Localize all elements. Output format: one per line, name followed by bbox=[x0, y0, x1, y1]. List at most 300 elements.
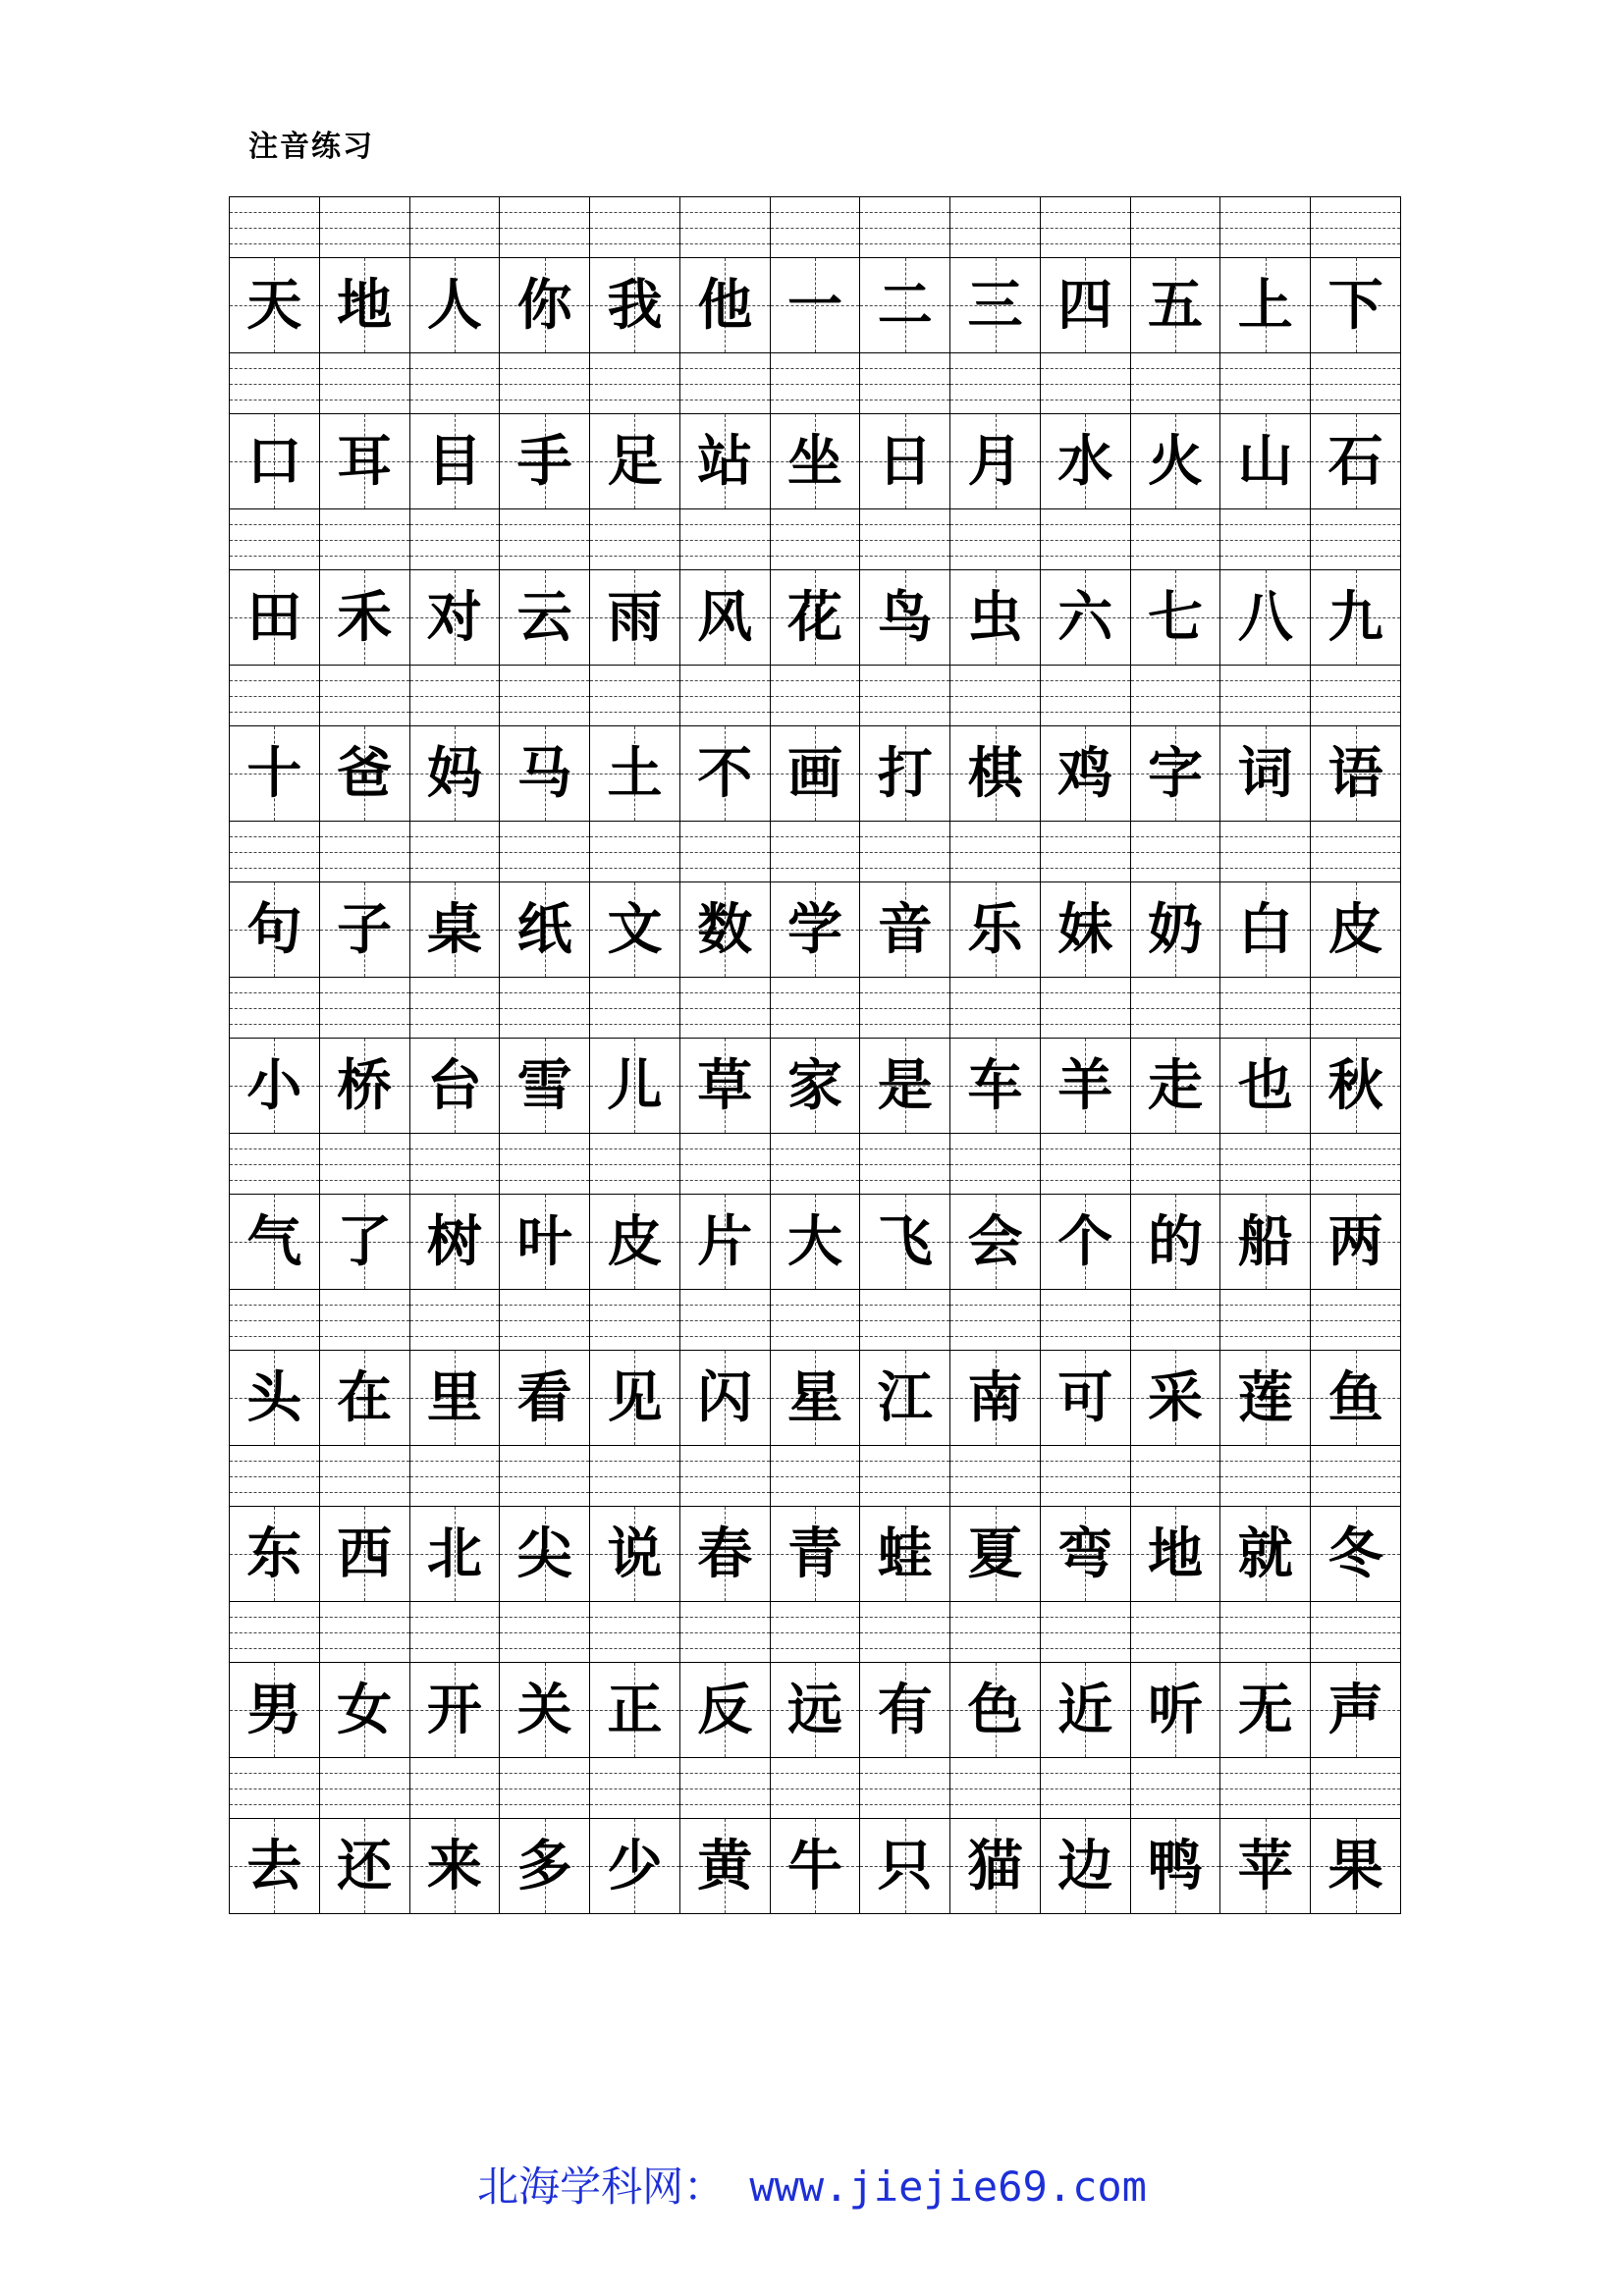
character-box bbox=[1131, 258, 1220, 352]
grid-cell bbox=[860, 197, 950, 353]
grid-cell bbox=[950, 353, 1041, 509]
grid-cell bbox=[1220, 978, 1311, 1134]
character-box bbox=[1131, 726, 1220, 821]
character-box bbox=[1041, 258, 1130, 352]
pinyin-writing-lines[interactable] bbox=[1220, 1290, 1310, 1351]
chinese-character: 棋 bbox=[967, 741, 1023, 806]
character-box bbox=[500, 882, 589, 977]
pinyin-writing-lines[interactable] bbox=[500, 666, 589, 726]
pinyin-writing-lines[interactable] bbox=[680, 1446, 770, 1507]
grid-cell bbox=[590, 1758, 680, 1914]
pinyin-writing-lines[interactable] bbox=[771, 1602, 860, 1663]
grid-cell bbox=[1041, 666, 1131, 822]
character-box bbox=[1131, 1039, 1220, 1133]
character-box bbox=[230, 726, 319, 821]
character-box bbox=[771, 882, 860, 977]
pinyin-writing-lines[interactable] bbox=[410, 353, 500, 414]
pinyin-writing-lines[interactable] bbox=[950, 1134, 1040, 1195]
pinyin-writing-lines[interactable] bbox=[500, 1602, 589, 1663]
pinyin-writing-lines[interactable] bbox=[1041, 822, 1130, 882]
character-box bbox=[410, 882, 500, 977]
pinyin-writing-lines[interactable] bbox=[410, 1758, 500, 1819]
grid-cell bbox=[230, 1758, 320, 1914]
pinyin-writing-lines[interactable] bbox=[1311, 1602, 1400, 1663]
grid-cell bbox=[320, 1446, 410, 1602]
chinese-character: 子 bbox=[337, 897, 393, 962]
pinyin-writing-lines[interactable] bbox=[1311, 1134, 1400, 1195]
grid-cell bbox=[1311, 353, 1401, 509]
chinese-character: 树 bbox=[426, 1209, 482, 1274]
pinyin-writing-lines[interactable] bbox=[771, 353, 860, 414]
pinyin-writing-lines[interactable] bbox=[410, 197, 500, 258]
pinyin-writing-lines[interactable] bbox=[590, 1134, 679, 1195]
pinyin-writing-lines[interactable] bbox=[500, 1758, 589, 1819]
pinyin-writing-lines[interactable] bbox=[1220, 666, 1310, 726]
grid-cell bbox=[1041, 353, 1131, 509]
pinyin-writing-lines[interactable] bbox=[1041, 1758, 1130, 1819]
pinyin-writing-lines[interactable] bbox=[680, 509, 770, 570]
chinese-character: 两 bbox=[1327, 1209, 1383, 1274]
chinese-character: 石 bbox=[1327, 429, 1383, 494]
grid-row bbox=[230, 978, 1401, 1134]
chinese-character: 日 bbox=[877, 429, 933, 494]
character-box bbox=[860, 414, 949, 508]
grid-cell bbox=[1131, 1290, 1221, 1446]
pinyin-writing-lines[interactable] bbox=[950, 1602, 1040, 1663]
character-box bbox=[1041, 1507, 1130, 1601]
character-box bbox=[410, 1195, 500, 1289]
pinyin-writing-lines[interactable] bbox=[590, 197, 679, 258]
pinyin-writing-lines[interactable] bbox=[680, 666, 770, 726]
pinyin-writing-lines[interactable] bbox=[500, 822, 589, 882]
character-box bbox=[1131, 1351, 1220, 1445]
pinyin-writing-lines[interactable] bbox=[1220, 1602, 1310, 1663]
grid-cell bbox=[1311, 822, 1401, 978]
pinyin-writing-lines[interactable] bbox=[1131, 1758, 1220, 1819]
character-box bbox=[950, 258, 1040, 352]
grid-cell bbox=[320, 353, 410, 509]
grid-cell bbox=[230, 197, 320, 353]
pinyin-writing-lines[interactable] bbox=[771, 1758, 860, 1819]
grid-cell bbox=[950, 1290, 1041, 1446]
chinese-character: 也 bbox=[1237, 1053, 1293, 1118]
chinese-character: 反 bbox=[697, 1678, 753, 1742]
grid-cell bbox=[410, 353, 501, 509]
pinyin-writing-lines[interactable] bbox=[320, 509, 409, 570]
character-box bbox=[230, 1039, 319, 1133]
pinyin-writing-lines[interactable] bbox=[680, 1134, 770, 1195]
pinyin-writing-lines[interactable] bbox=[320, 1134, 409, 1195]
chinese-character: 青 bbox=[786, 1522, 842, 1586]
chinese-character: 听 bbox=[1148, 1678, 1204, 1742]
chinese-character: 了 bbox=[337, 1209, 393, 1274]
pinyin-writing-lines[interactable] bbox=[230, 1602, 319, 1663]
pinyin-writing-lines[interactable] bbox=[860, 666, 949, 726]
pinyin-writing-lines[interactable] bbox=[950, 978, 1040, 1039]
chinese-character: 北 bbox=[426, 1522, 482, 1586]
grid-cell bbox=[1311, 978, 1401, 1134]
practice-grid bbox=[229, 196, 1401, 1914]
character-box bbox=[1220, 1507, 1310, 1601]
chinese-character: 夏 bbox=[967, 1522, 1023, 1586]
pinyin-writing-lines[interactable] bbox=[1311, 509, 1400, 570]
pinyin-writing-lines[interactable] bbox=[500, 509, 589, 570]
pinyin-writing-lines[interactable] bbox=[320, 978, 409, 1039]
grid-cell bbox=[320, 1602, 410, 1758]
pinyin-writing-lines[interactable] bbox=[1311, 1290, 1400, 1351]
pinyin-writing-lines[interactable] bbox=[590, 1602, 679, 1663]
pinyin-writing-lines[interactable] bbox=[1131, 822, 1220, 882]
chinese-character: 皮 bbox=[1327, 897, 1383, 962]
pinyin-writing-lines[interactable] bbox=[320, 822, 409, 882]
grid-cell bbox=[410, 1758, 501, 1914]
character-box bbox=[1131, 1663, 1220, 1757]
grid-cell bbox=[500, 1758, 590, 1914]
character-box bbox=[680, 258, 770, 352]
chinese-character: 乐 bbox=[967, 897, 1023, 962]
grid-cell bbox=[1220, 197, 1311, 353]
pinyin-writing-lines[interactable] bbox=[950, 197, 1040, 258]
pinyin-writing-lines[interactable] bbox=[1041, 1134, 1130, 1195]
pinyin-writing-lines[interactable] bbox=[500, 1446, 589, 1507]
pinyin-writing-lines[interactable] bbox=[1220, 353, 1310, 414]
pinyin-writing-lines[interactable] bbox=[1131, 1446, 1220, 1507]
grid-cell bbox=[590, 666, 680, 822]
pinyin-writing-lines[interactable] bbox=[1220, 1758, 1310, 1819]
pinyin-writing-lines[interactable] bbox=[1220, 509, 1310, 570]
grid-cell bbox=[320, 509, 410, 666]
pinyin-writing-lines[interactable] bbox=[1041, 978, 1130, 1039]
character-box bbox=[1131, 570, 1220, 665]
pinyin-writing-lines[interactable] bbox=[320, 1602, 409, 1663]
pinyin-writing-lines[interactable] bbox=[860, 1602, 949, 1663]
character-box bbox=[410, 1663, 500, 1757]
grid-cell bbox=[1041, 1758, 1131, 1914]
grid-cell bbox=[590, 1602, 680, 1758]
pinyin-writing-lines[interactable] bbox=[860, 1758, 949, 1819]
grid-cell bbox=[410, 1290, 501, 1446]
grid-cell bbox=[230, 509, 320, 666]
character-box bbox=[590, 1663, 679, 1757]
pinyin-writing-lines[interactable] bbox=[230, 978, 319, 1039]
chinese-character: 女 bbox=[337, 1678, 393, 1742]
character-box bbox=[1220, 882, 1310, 977]
character-box bbox=[860, 1819, 949, 1913]
grid-cell bbox=[860, 822, 950, 978]
character-box bbox=[1041, 570, 1130, 665]
character-box bbox=[590, 1507, 679, 1601]
character-box bbox=[860, 1039, 949, 1133]
character-box bbox=[1220, 726, 1310, 821]
chinese-character: 台 bbox=[426, 1053, 482, 1118]
pinyin-writing-lines[interactable] bbox=[1041, 353, 1130, 414]
pinyin-writing-lines[interactable] bbox=[590, 1446, 679, 1507]
pinyin-writing-lines[interactable] bbox=[680, 353, 770, 414]
pinyin-writing-lines[interactable] bbox=[860, 1290, 949, 1351]
pinyin-writing-lines[interactable] bbox=[590, 1290, 679, 1351]
grid-cell bbox=[1131, 509, 1221, 666]
grid-cell bbox=[410, 822, 501, 978]
pinyin-writing-lines[interactable] bbox=[680, 1602, 770, 1663]
character-box bbox=[1220, 258, 1310, 352]
pinyin-writing-lines[interactable] bbox=[680, 197, 770, 258]
character-box bbox=[771, 1663, 860, 1757]
pinyin-writing-lines[interactable] bbox=[590, 509, 679, 570]
pinyin-writing-lines[interactable] bbox=[1131, 1602, 1220, 1663]
character-box bbox=[500, 258, 589, 352]
pinyin-writing-lines[interactable] bbox=[1041, 197, 1130, 258]
pinyin-writing-lines[interactable] bbox=[410, 1134, 500, 1195]
pinyin-writing-lines[interactable] bbox=[1131, 353, 1220, 414]
pinyin-writing-lines[interactable] bbox=[860, 509, 949, 570]
pinyin-writing-lines[interactable] bbox=[410, 1290, 500, 1351]
pinyin-writing-lines[interactable] bbox=[1131, 197, 1220, 258]
pinyin-writing-lines[interactable] bbox=[230, 1134, 319, 1195]
chinese-character: 画 bbox=[786, 741, 842, 806]
pinyin-writing-lines[interactable] bbox=[680, 822, 770, 882]
grid-cell bbox=[1220, 1134, 1311, 1290]
pinyin-writing-lines[interactable] bbox=[1220, 822, 1310, 882]
character-box bbox=[950, 570, 1040, 665]
pinyin-writing-lines[interactable] bbox=[771, 1290, 860, 1351]
pinyin-writing-lines[interactable] bbox=[410, 509, 500, 570]
pinyin-writing-lines[interactable] bbox=[590, 353, 679, 414]
pinyin-writing-lines[interactable] bbox=[1311, 978, 1400, 1039]
pinyin-writing-lines[interactable] bbox=[950, 509, 1040, 570]
grid-cell bbox=[230, 978, 320, 1134]
character-box bbox=[590, 1819, 679, 1913]
pinyin-writing-lines[interactable] bbox=[860, 1446, 949, 1507]
character-box bbox=[1311, 1507, 1400, 1601]
pinyin-writing-lines[interactable] bbox=[500, 1134, 589, 1195]
pinyin-writing-lines[interactable] bbox=[230, 1446, 319, 1507]
pinyin-writing-lines[interactable] bbox=[771, 1134, 860, 1195]
grid-cell bbox=[500, 1446, 590, 1602]
grid-cell bbox=[1311, 666, 1401, 822]
pinyin-writing-lines[interactable] bbox=[1041, 1446, 1130, 1507]
chinese-character: 声 bbox=[1327, 1678, 1383, 1742]
pinyin-writing-lines[interactable] bbox=[680, 978, 770, 1039]
pinyin-writing-lines[interactable] bbox=[410, 1446, 500, 1507]
grid-cell bbox=[771, 197, 861, 353]
grid-cell bbox=[320, 1758, 410, 1914]
pinyin-writing-lines[interactable] bbox=[1220, 197, 1310, 258]
pinyin-writing-lines[interactable] bbox=[860, 353, 949, 414]
pinyin-writing-lines[interactable] bbox=[230, 509, 319, 570]
chinese-character: 口 bbox=[246, 429, 302, 494]
chinese-character: 见 bbox=[607, 1365, 663, 1430]
pinyin-writing-lines[interactable] bbox=[230, 353, 319, 414]
pinyin-writing-lines[interactable] bbox=[1041, 666, 1130, 726]
pinyin-writing-lines[interactable] bbox=[1041, 509, 1130, 570]
pinyin-writing-lines[interactable] bbox=[771, 666, 860, 726]
pinyin-writing-lines[interactable] bbox=[1131, 1134, 1220, 1195]
pinyin-writing-lines[interactable] bbox=[1131, 666, 1220, 726]
pinyin-writing-lines[interactable] bbox=[590, 1758, 679, 1819]
pinyin-writing-lines[interactable] bbox=[230, 1758, 319, 1819]
pinyin-writing-lines[interactable] bbox=[1311, 197, 1400, 258]
character-box bbox=[680, 726, 770, 821]
pinyin-writing-lines[interactable] bbox=[320, 1290, 409, 1351]
pinyin-writing-lines[interactable] bbox=[950, 822, 1040, 882]
pinyin-writing-lines[interactable] bbox=[860, 978, 949, 1039]
chinese-character: 三 bbox=[967, 273, 1023, 338]
grid-cell bbox=[500, 1134, 590, 1290]
chinese-character: 就 bbox=[1237, 1522, 1293, 1586]
pinyin-writing-lines[interactable] bbox=[1131, 978, 1220, 1039]
pinyin-writing-lines[interactable] bbox=[590, 978, 679, 1039]
chinese-character: 的 bbox=[1148, 1209, 1204, 1274]
character-box bbox=[771, 570, 860, 665]
character-box bbox=[860, 1663, 949, 1757]
pinyin-writing-lines[interactable] bbox=[1311, 666, 1400, 726]
pinyin-writing-lines[interactable] bbox=[230, 197, 319, 258]
chinese-character: 妈 bbox=[426, 741, 482, 806]
chinese-character: 近 bbox=[1057, 1678, 1113, 1742]
pinyin-writing-lines[interactable] bbox=[1311, 1446, 1400, 1507]
pinyin-writing-lines[interactable] bbox=[230, 1290, 319, 1351]
pinyin-writing-lines[interactable] bbox=[500, 978, 589, 1039]
pinyin-writing-lines[interactable] bbox=[950, 1758, 1040, 1819]
grid-row bbox=[230, 1134, 1401, 1290]
grid-row bbox=[230, 1758, 1401, 1914]
pinyin-writing-lines[interactable] bbox=[320, 353, 409, 414]
pinyin-writing-lines[interactable] bbox=[950, 1290, 1040, 1351]
chinese-character: 天 bbox=[246, 273, 302, 338]
character-box bbox=[320, 1039, 409, 1133]
grid-cell bbox=[860, 666, 950, 822]
chinese-character: 果 bbox=[1327, 1834, 1383, 1898]
pinyin-writing-lines[interactable] bbox=[860, 1134, 949, 1195]
character-box bbox=[410, 1351, 500, 1445]
grid-cell bbox=[680, 1446, 771, 1602]
pinyin-writing-lines[interactable] bbox=[1220, 978, 1310, 1039]
character-box bbox=[320, 1507, 409, 1601]
pinyin-writing-lines[interactable] bbox=[410, 666, 500, 726]
pinyin-writing-lines[interactable] bbox=[320, 1758, 409, 1819]
pinyin-writing-lines[interactable] bbox=[320, 1446, 409, 1507]
chinese-character: 风 bbox=[697, 585, 753, 650]
pinyin-writing-lines[interactable] bbox=[590, 666, 679, 726]
pinyin-writing-lines[interactable] bbox=[1220, 1446, 1310, 1507]
character-box bbox=[1220, 1039, 1310, 1133]
grid-cell bbox=[500, 978, 590, 1134]
pinyin-writing-lines[interactable] bbox=[771, 509, 860, 570]
grid-cell bbox=[590, 822, 680, 978]
character-box bbox=[680, 1039, 770, 1133]
grid-cell bbox=[1041, 978, 1131, 1134]
chinese-character: 地 bbox=[1148, 1522, 1204, 1586]
chinese-character: 尖 bbox=[516, 1522, 572, 1586]
pinyin-writing-lines[interactable] bbox=[230, 822, 319, 882]
character-box bbox=[860, 1507, 949, 1601]
chinese-character: 文 bbox=[607, 897, 663, 962]
pinyin-writing-lines[interactable] bbox=[771, 978, 860, 1039]
pinyin-writing-lines[interactable] bbox=[950, 666, 1040, 726]
character-box bbox=[410, 1039, 500, 1133]
pinyin-writing-lines[interactable] bbox=[771, 822, 860, 882]
grid-cell bbox=[410, 1602, 501, 1758]
grid-cell bbox=[1311, 1758, 1401, 1914]
pinyin-writing-lines[interactable] bbox=[410, 1602, 500, 1663]
chinese-character: 站 bbox=[697, 429, 753, 494]
grid-cell bbox=[1041, 1602, 1131, 1758]
footer-watermark[interactable]: 北海学科网： www.jiejie69.com bbox=[477, 2163, 1147, 2211]
pinyin-writing-lines[interactable] bbox=[1131, 509, 1220, 570]
character-box bbox=[1311, 1039, 1400, 1133]
chinese-character: 八 bbox=[1237, 585, 1293, 650]
chinese-character: 在 bbox=[337, 1365, 393, 1430]
pinyin-writing-lines[interactable] bbox=[320, 666, 409, 726]
grid-cell bbox=[860, 353, 950, 509]
pinyin-writing-lines[interactable] bbox=[680, 1290, 770, 1351]
pinyin-writing-lines[interactable] bbox=[320, 197, 409, 258]
grid-cell bbox=[320, 978, 410, 1134]
pinyin-writing-lines[interactable] bbox=[860, 197, 949, 258]
pinyin-writing-lines[interactable] bbox=[230, 666, 319, 726]
pinyin-writing-lines[interactable] bbox=[1311, 822, 1400, 882]
pinyin-writing-lines[interactable] bbox=[1311, 353, 1400, 414]
pinyin-writing-lines[interactable] bbox=[680, 1758, 770, 1819]
chinese-character: 对 bbox=[426, 585, 482, 650]
chinese-character: 上 bbox=[1237, 273, 1293, 338]
chinese-character: 黄 bbox=[697, 1834, 753, 1898]
character-box bbox=[500, 414, 589, 508]
chinese-character: 山 bbox=[1237, 429, 1293, 494]
pinyin-writing-lines[interactable] bbox=[1220, 1134, 1310, 1195]
chinese-character: 来 bbox=[426, 1834, 482, 1898]
character-box bbox=[1311, 570, 1400, 665]
chinese-character: 田 bbox=[246, 585, 302, 650]
chinese-character: 多 bbox=[516, 1834, 572, 1898]
grid-cell bbox=[950, 1134, 1041, 1290]
grid-cell bbox=[1131, 978, 1221, 1134]
pinyin-writing-lines[interactable] bbox=[771, 1446, 860, 1507]
pinyin-writing-lines[interactable] bbox=[1041, 1602, 1130, 1663]
pinyin-writing-lines[interactable] bbox=[410, 978, 500, 1039]
grid-cell bbox=[410, 509, 501, 666]
chinese-character: 虫 bbox=[967, 585, 1023, 650]
grid-cell bbox=[590, 509, 680, 666]
character-box bbox=[1311, 726, 1400, 821]
pinyin-writing-lines[interactable] bbox=[950, 1446, 1040, 1507]
pinyin-writing-lines[interactable] bbox=[1311, 1758, 1400, 1819]
chinese-character: 头 bbox=[246, 1365, 302, 1430]
pinyin-writing-lines[interactable] bbox=[410, 822, 500, 882]
pinyin-writing-lines[interactable] bbox=[590, 822, 679, 882]
pinyin-writing-lines[interactable] bbox=[1041, 1290, 1130, 1351]
chinese-character: 走 bbox=[1148, 1053, 1204, 1118]
grid-row bbox=[230, 822, 1401, 978]
grid-cell bbox=[950, 822, 1041, 978]
grid-cell bbox=[950, 666, 1041, 822]
grid-cell bbox=[860, 1758, 950, 1914]
grid-cell bbox=[410, 978, 501, 1134]
pinyin-writing-lines[interactable] bbox=[1131, 1290, 1220, 1351]
pinyin-writing-lines[interactable] bbox=[500, 197, 589, 258]
pinyin-writing-lines[interactable] bbox=[860, 822, 949, 882]
chinese-character: 爸 bbox=[337, 741, 393, 806]
pinyin-writing-lines[interactable] bbox=[500, 1290, 589, 1351]
chinese-character: 片 bbox=[697, 1209, 753, 1274]
pinyin-writing-lines[interactable] bbox=[950, 353, 1040, 414]
chinese-character: 鸟 bbox=[877, 585, 933, 650]
grid-cell bbox=[771, 1602, 861, 1758]
pinyin-writing-lines[interactable] bbox=[500, 353, 589, 414]
grid-cell bbox=[320, 822, 410, 978]
pinyin-writing-lines[interactable] bbox=[771, 197, 860, 258]
grid-cell bbox=[771, 1446, 861, 1602]
